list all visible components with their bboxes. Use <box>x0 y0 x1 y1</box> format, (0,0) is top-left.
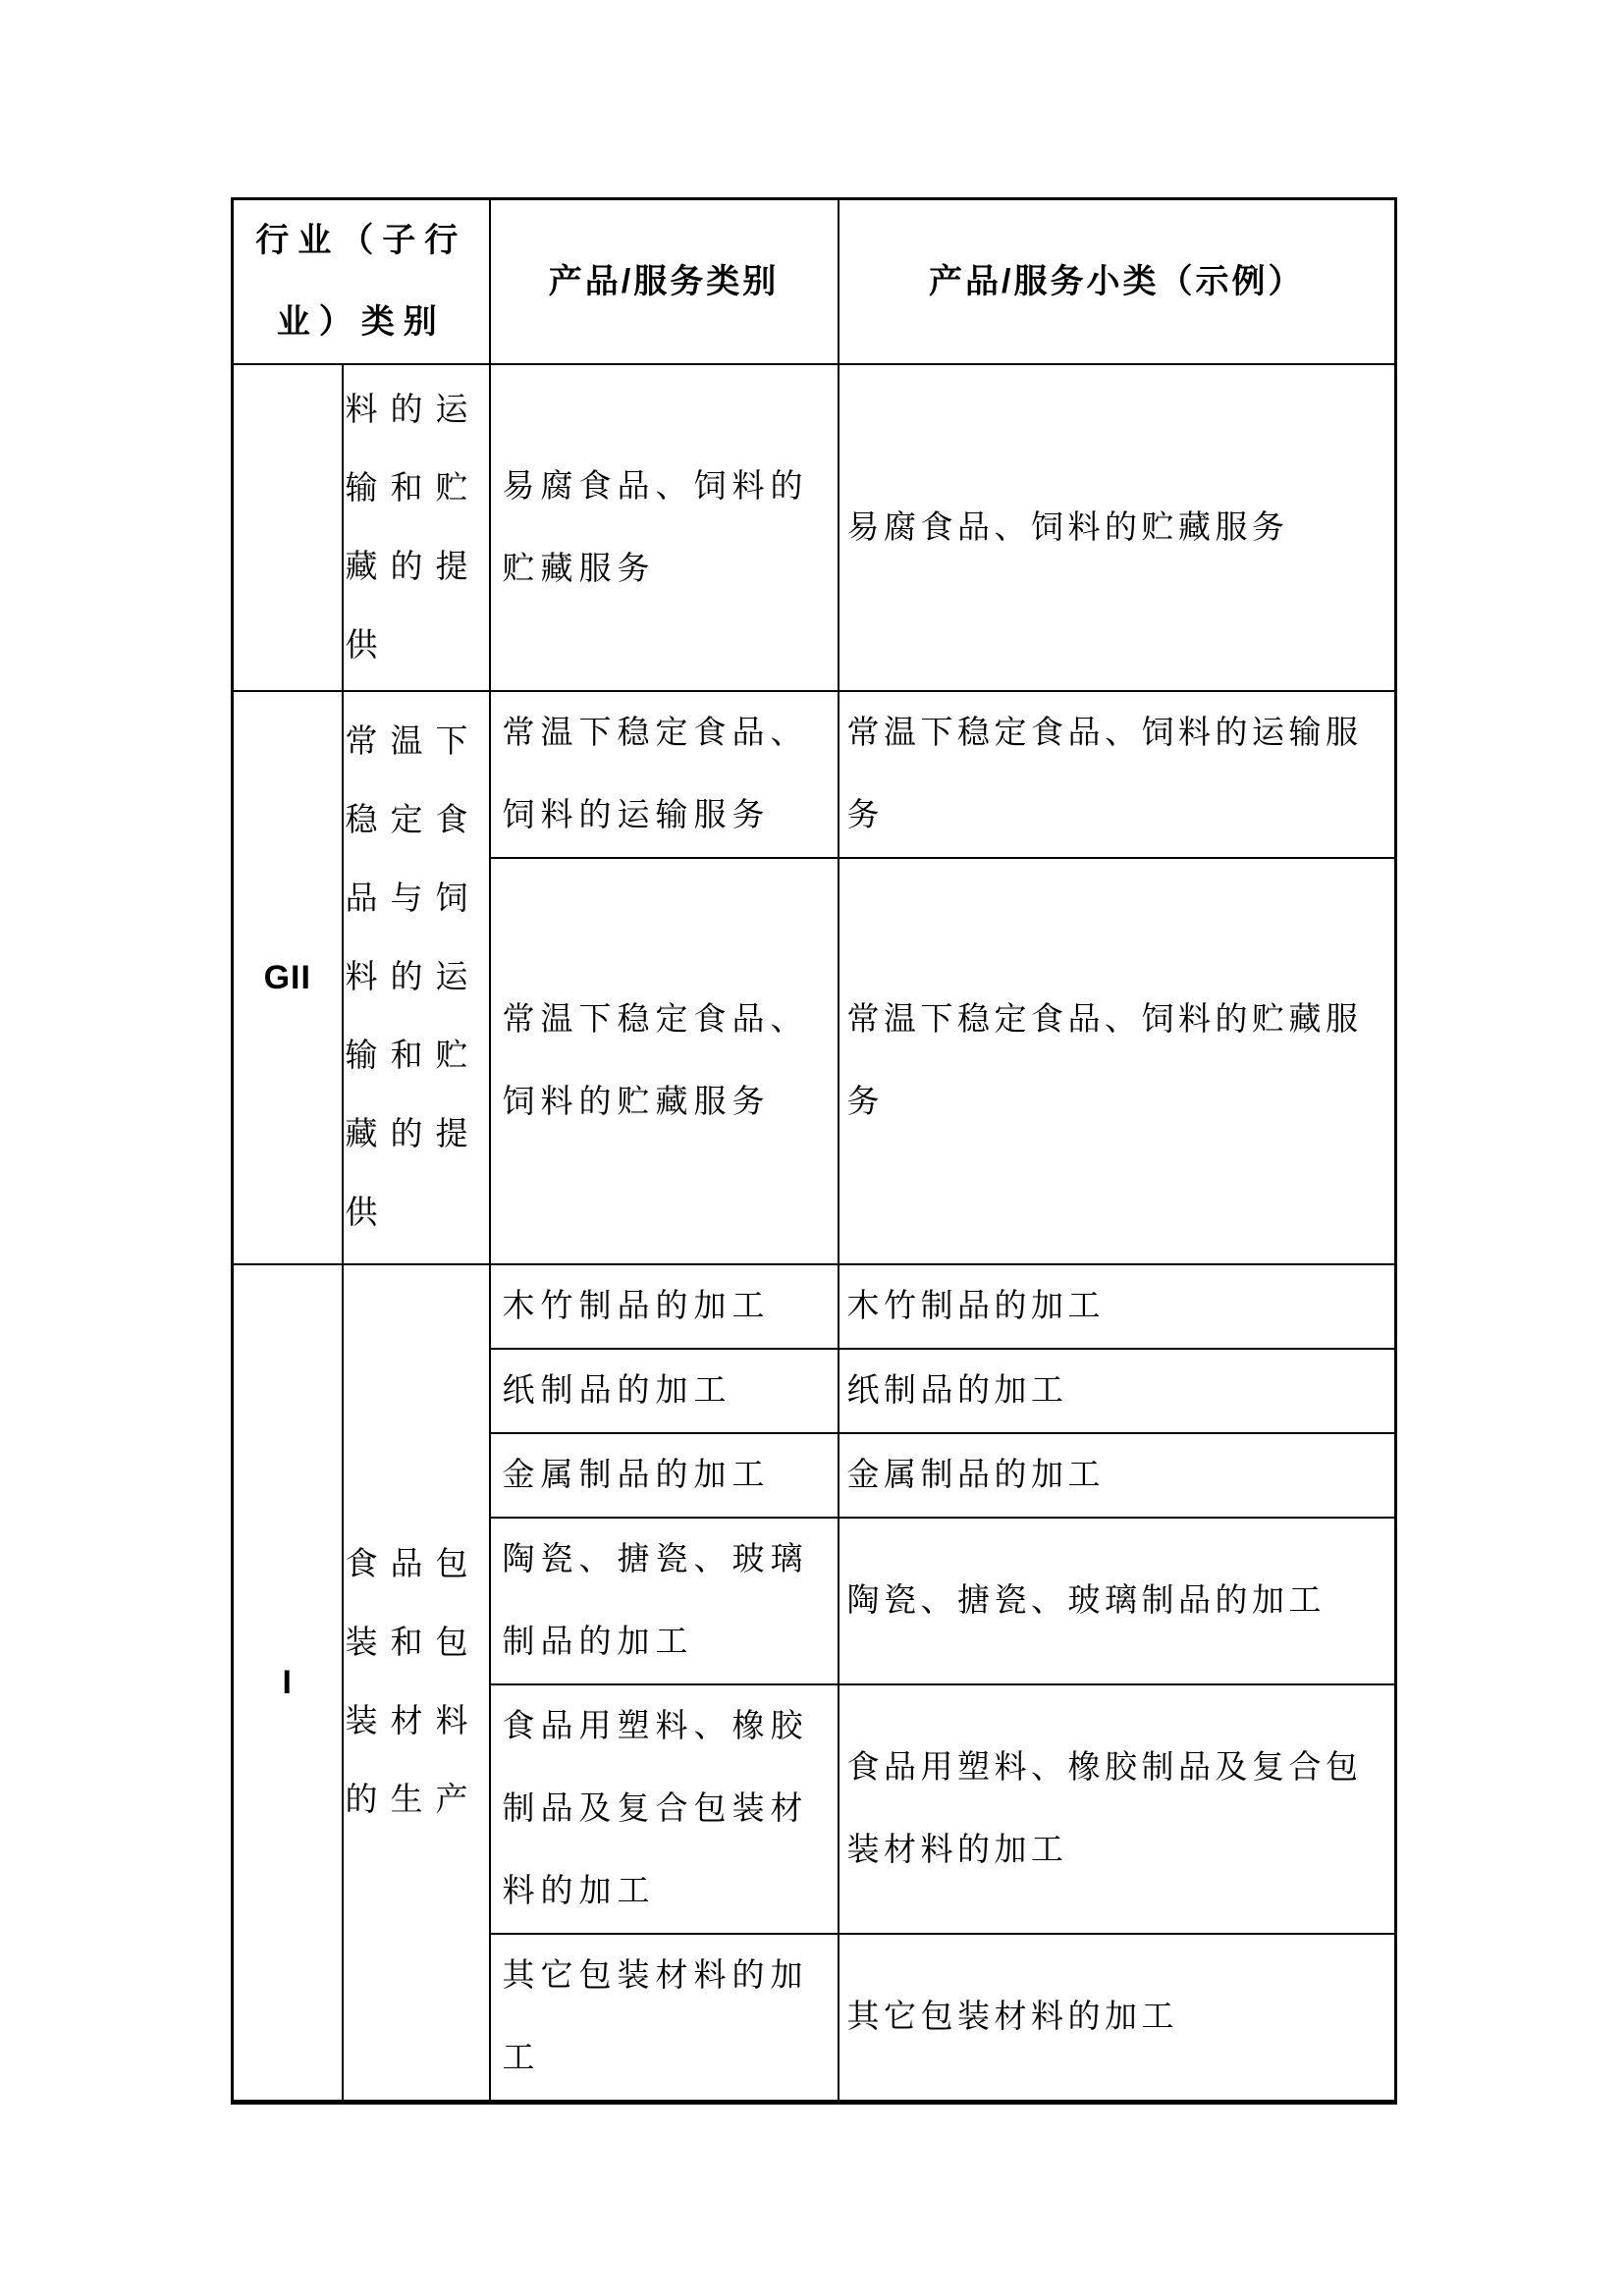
cell-product-subcategory: 常温下稳定食品、饲料的运输服务 <box>839 691 1396 858</box>
cell-product-subcategory: 食品用塑料、橡胶制品及复合包装材料的加工 <box>839 1684 1396 1934</box>
cell-product-category: 陶瓷、搪瓷、玻璃制品的加工 <box>490 1518 839 1684</box>
table-row <box>233 1264 1396 1349</box>
table-row <box>233 691 1396 858</box>
cell-sub-industry: 常温下稳定食品与饲料的运输和贮藏的提供 <box>343 691 490 1264</box>
header-product-subcategory: 产品/服务小类（示例） <box>839 199 1396 365</box>
cell-product-subcategory: 木竹制品的加工 <box>839 1264 1396 1349</box>
cell-product-category: 金属制品的加工 <box>490 1433 839 1518</box>
cell-industry-code <box>233 364 343 691</box>
cell-industry-code: I <box>233 1264 343 2103</box>
cell-product-category: 其它包装材料的加工 <box>490 1934 839 2103</box>
cell-product-category: 易腐食品、饲料的贮藏服务 <box>490 364 839 691</box>
cell-product-subcategory: 其它包装材料的加工 <box>839 1934 1396 2103</box>
cell-product-subcategory: 易腐食品、饲料的贮藏服务 <box>839 364 1396 691</box>
cell-product-category: 常温下稳定食品、饲料的贮藏服务 <box>490 858 839 1264</box>
cell-product-subcategory: 纸制品的加工 <box>839 1349 1396 1433</box>
cell-product-category: 常温下稳定食品、饲料的运输服务 <box>490 691 839 858</box>
cell-product-category: 纸制品的加工 <box>490 1349 839 1433</box>
cell-product-subcategory: 陶瓷、搪瓷、玻璃制品的加工 <box>839 1518 1396 1684</box>
industry-category-table <box>231 197 1397 2105</box>
cell-sub-industry: 料的运输和贮藏的提供 <box>343 364 490 691</box>
cell-product-subcategory: 金属制品的加工 <box>839 1433 1396 1518</box>
cell-product-subcategory: 常温下稳定食品、饲料的贮藏服务 <box>839 858 1396 1264</box>
cell-industry-code: GII <box>233 691 343 1264</box>
cell-product-category: 木竹制品的加工 <box>490 1264 839 1349</box>
cell-product-category: 食品用塑料、橡胶制品及复合包装材料的加工 <box>490 1684 839 1934</box>
header-industry-category: 行业（子行业）类别 <box>233 199 490 365</box>
header-product-category: 产品/服务类别 <box>490 199 839 365</box>
cell-sub-industry: 食品包装和包装材料的生产 <box>343 1264 490 2103</box>
table-row <box>233 364 1396 691</box>
table-header-row <box>233 199 1396 365</box>
